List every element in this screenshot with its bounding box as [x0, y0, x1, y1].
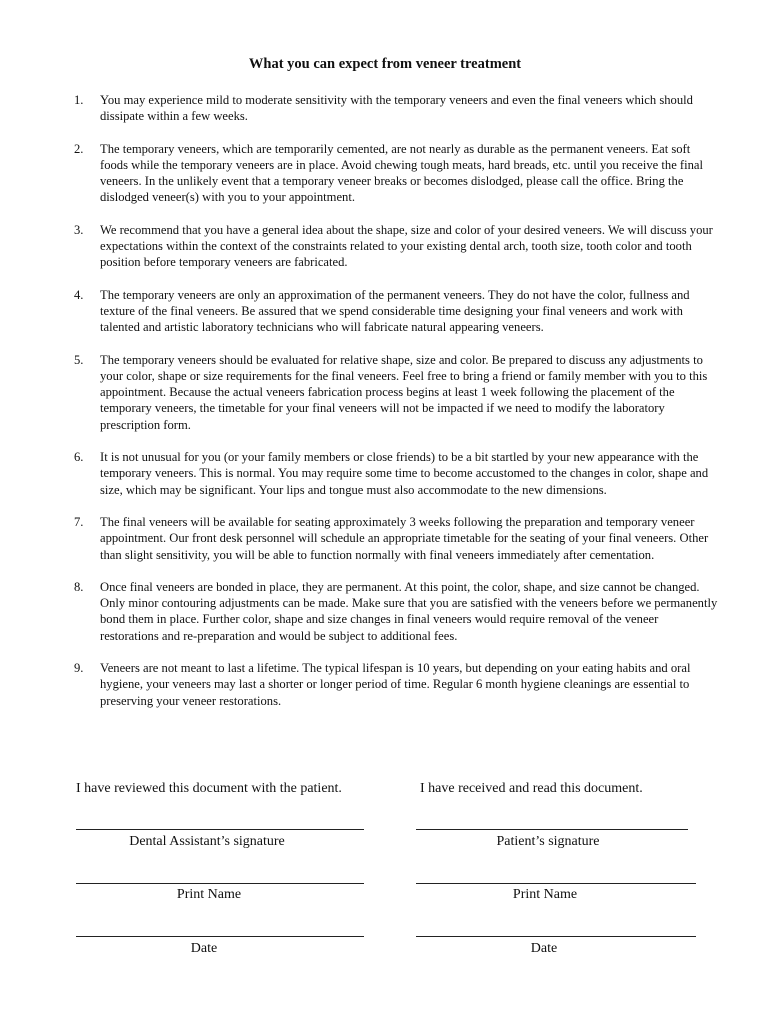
assistant-print-name-label: Print Name	[176, 887, 242, 902]
item-text: The final veneers will be available for seating approximately 3 weeks following the preparation and temporary veneer appointment. Our front desk personnel will schedule an appropriate timetable for the seating of your final veneers. Other than slight sensitivity, you will be able to function normally with final veneers immediately after cementation.	[100, 514, 709, 562]
assistant-date-label: Date	[190, 941, 218, 956]
list-item	[74, 449, 720, 498]
item-text: You may experience mild to moderate sensitivity with the temporary veneers and even the final veneers which should dissipate within a few weeks.	[100, 93, 693, 124]
list-item	[74, 579, 720, 644]
item-text: It is not unusual for you (or your family members or close friends) to be a bit startled by your new appearance with the temporary veneers. This is normal. You may require some time to become accustomed to the changes in color, shape and size, which may be significant. Your lips and tongue must also accommodate to the new dimensions.	[100, 450, 709, 497]
list-item	[74, 287, 720, 336]
assistant-signature-label: Dental Assistant’s signature	[129, 834, 285, 849]
assistant-statement: I have reviewed this document with the patient.	[76, 781, 342, 796]
assistant-print-name-line[interactable]	[76, 883, 364, 884]
patient-date-line[interactable]	[416, 936, 696, 937]
patient-signature-label: Patient’s signature	[496, 834, 600, 849]
item-text: The temporary veneers should be evaluated for relative shape, size and color. Be prepared to discuss any adjustments to your color, shape or size requirements for the final veneers. Feel free to bring a friend or family member with you to this appointment. Because the actual veneers fabrication process begins at least 1 week following the placement of the temporary veneers, the timetable for your final veneers will not be impacted if we need to modify the laboratory prescription form.	[100, 352, 708, 432]
assistant-signature-line[interactable]	[76, 829, 364, 830]
document-title: What you can expect from veneer treatment	[248, 56, 522, 72]
item-number: 6.	[74, 450, 84, 465]
patient-statement: I have received and read this document.	[420, 781, 643, 796]
list-item	[74, 352, 720, 433]
patient-signature-line[interactable]	[416, 829, 688, 830]
item-number: 5.	[74, 352, 84, 367]
item-text: The temporary veneers, which are temporarily cemented, are not nearly as durable as the permanent veneers. Eat soft foods while the temporary veneers are in place. Avoid chewing tough meats, hard breads, etc. until you receive the final veneers. In the unlikely event that a temporary veneer breaks or becomes dislodged, please call the office. Bring the dislodged veneer(s) with you to your appointment.	[100, 141, 704, 205]
item-number: 7.	[74, 514, 84, 529]
list-item	[74, 141, 720, 206]
assistant-date-line[interactable]	[76, 936, 364, 937]
item-text: The temporary veneers are only an approximation of the permanent veneers. They do not have the color, fullness and texture of the final veneers. Be assured that we spend considerable time designing your final veneers and work with talented and artistic laboratory technicians who will fabricate natural appearing veneers.	[100, 287, 690, 335]
item-text: Veneers are not meant to last a lifetime. The typical lifespan is 10 years, but depending on your eating habits and oral hygiene, your veneers may last a shorter or longer period of time. Regular 6 month hygiene cleanings are essential to preserving your veneer restorations.	[100, 661, 691, 708]
list-item	[74, 514, 720, 563]
expectations-list	[74, 92, 720, 725]
patient-print-name-label: Print Name	[512, 887, 578, 902]
item-number: 3.	[74, 222, 84, 237]
patient-print-name-line[interactable]	[416, 883, 696, 884]
list-item	[74, 92, 720, 125]
item-number: 9.	[74, 661, 84, 676]
item-number: 2.	[74, 141, 84, 156]
item-text: Once final veneers are bonded in place, they are permanent. At this point, the color, shape, and size cannot be changed. Only minor contouring adjustments can be made. Make sure that you are satisfied with the veneers before we permanently bond them in place. Further color, shape and size changes in final veneers would require removal of the veneer restorations and re-preparation and would be subject to additional fees.	[100, 579, 718, 643]
list-item	[74, 660, 720, 709]
patient-date-label: Date	[530, 941, 558, 956]
list-item	[74, 222, 720, 271]
item-number: 1.	[74, 93, 84, 107]
item-number: 4.	[74, 287, 84, 302]
item-number: 8.	[74, 579, 84, 594]
item-text: We recommend that you have a general idea about the shape, size and color of your desired veneers. We will discuss your expectations within the context of the constraints related to your existing dental arch, tooth size, tooth color and tooth position before temporary veneers are fabricated.	[100, 222, 713, 270]
